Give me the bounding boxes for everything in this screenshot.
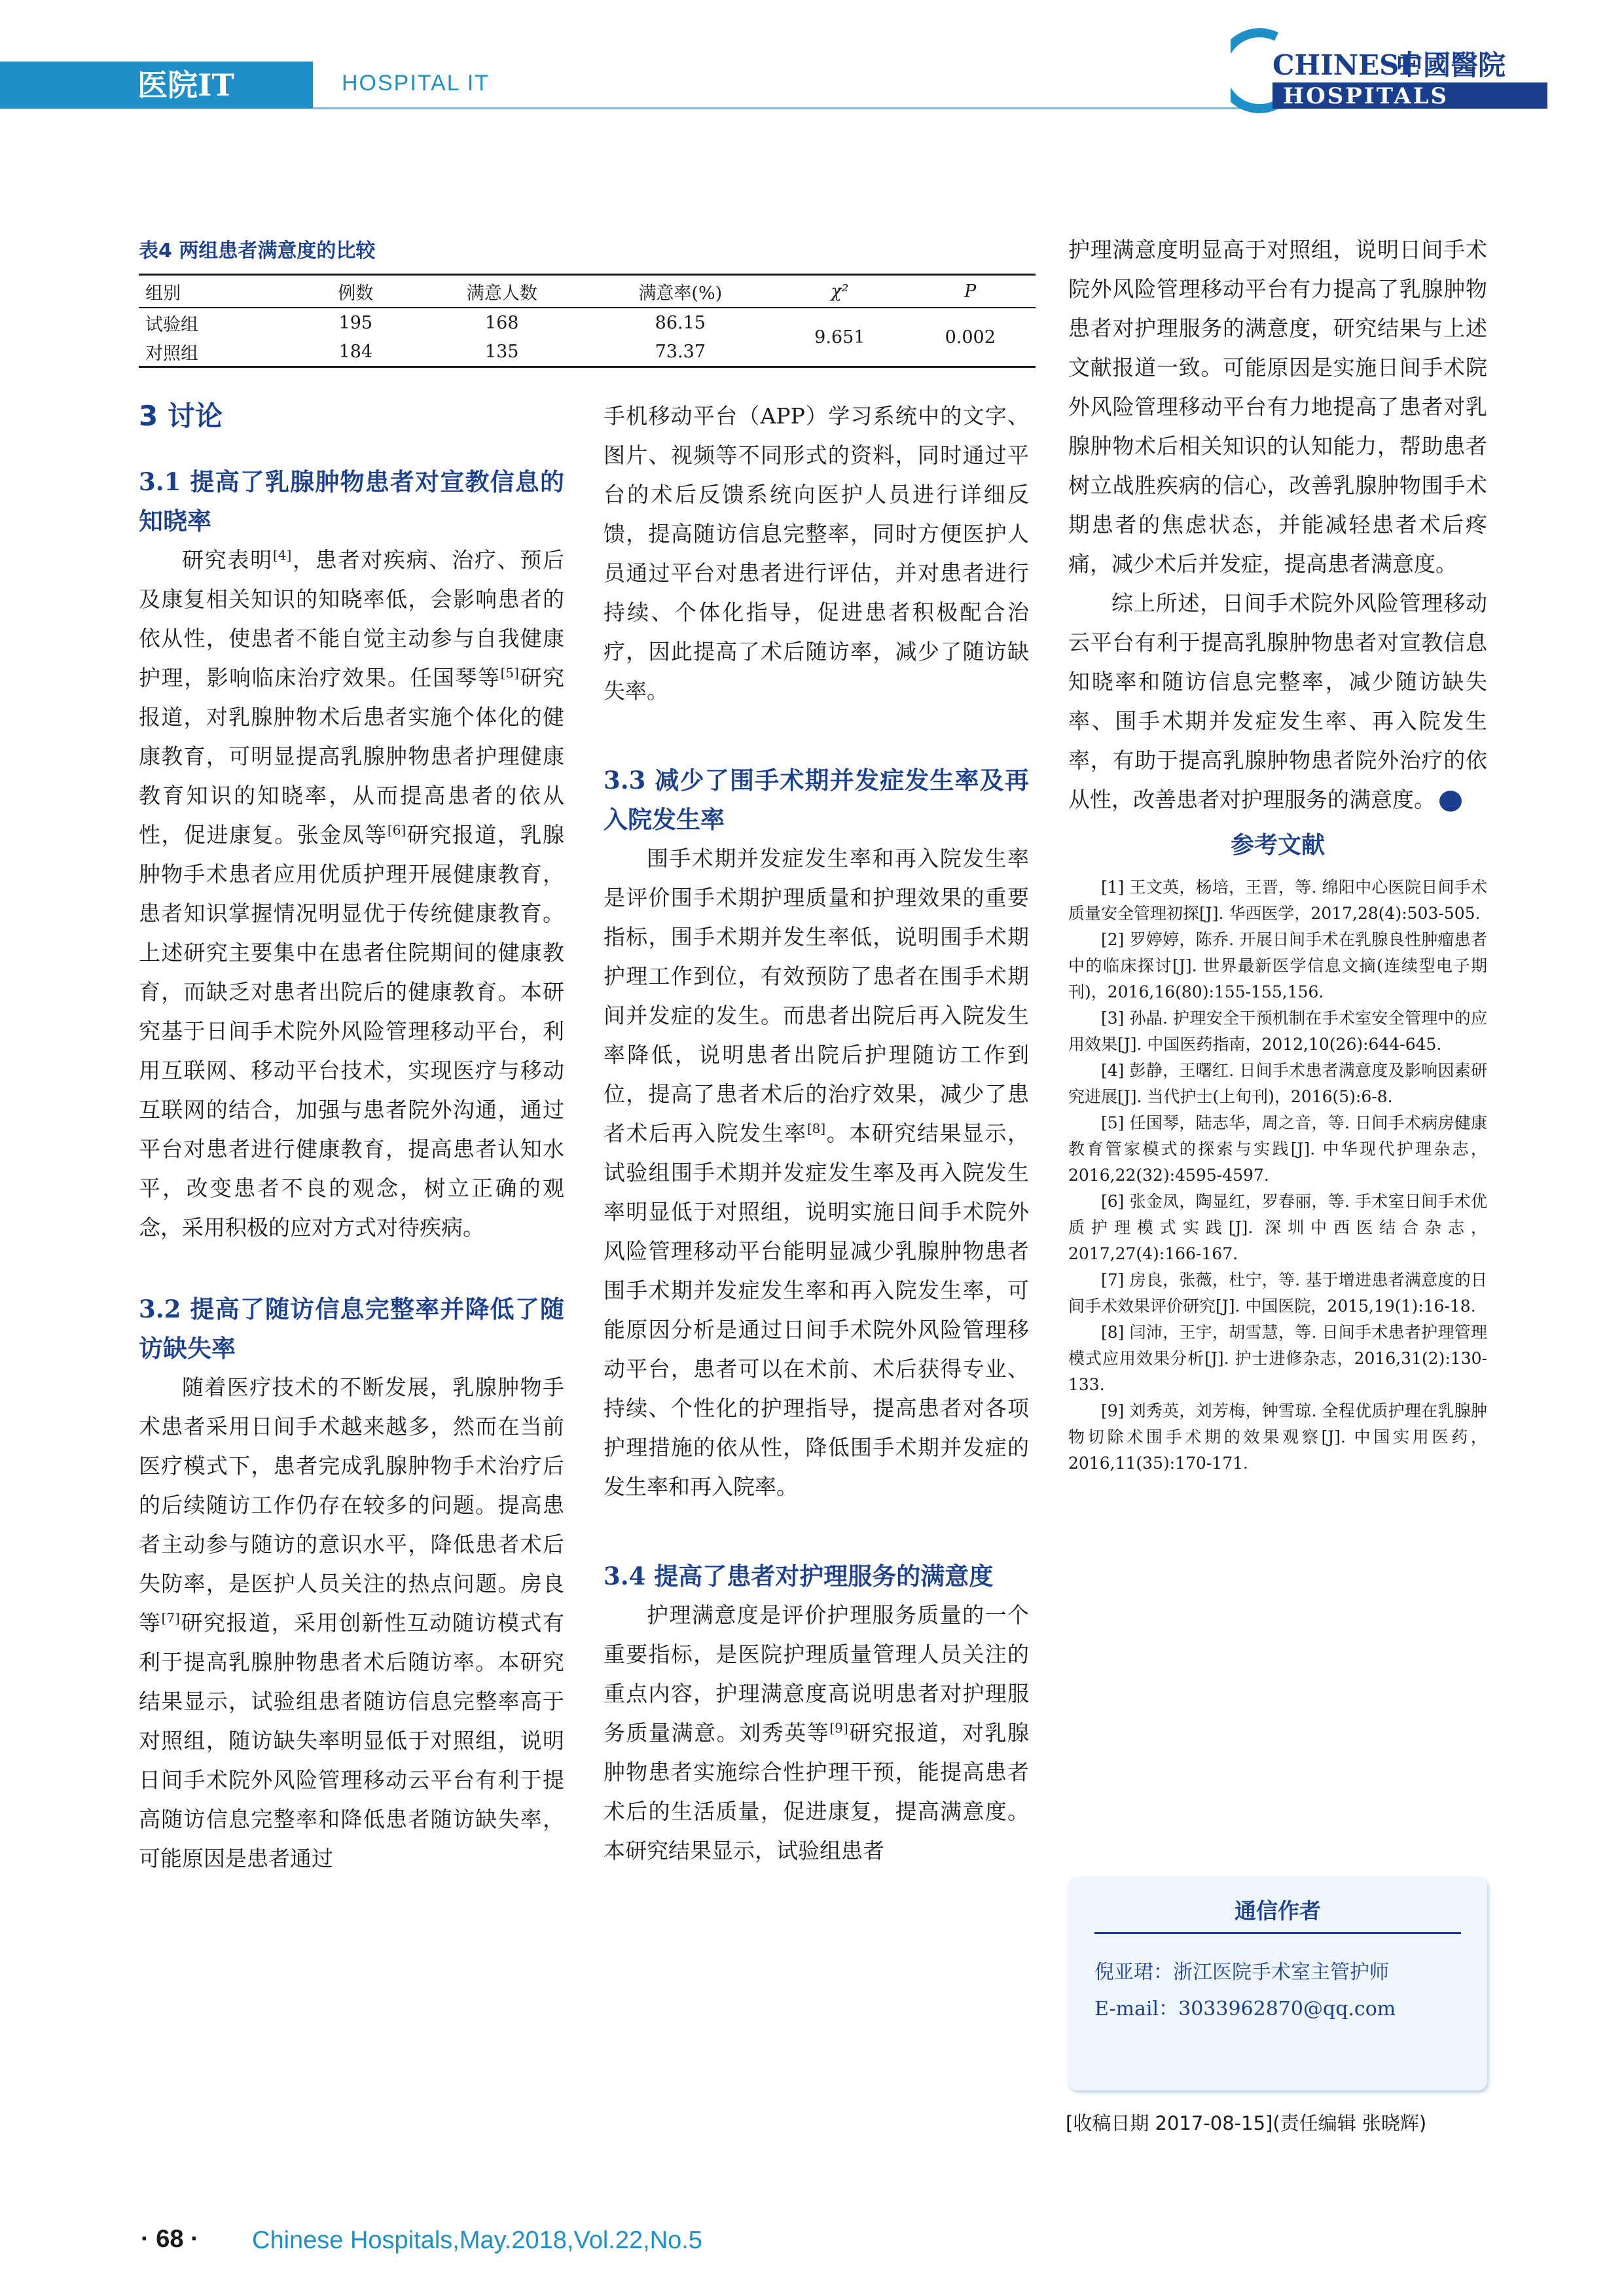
col-header: 满意人数: [418, 275, 586, 308]
received-date: [收稿日期 2017-08-15](责任编辑 张晓辉): [1066, 2112, 1427, 2134]
citation: [6]: [387, 822, 406, 838]
citation: [8]: [806, 1121, 826, 1136]
logo-en-bottom: HOSPITALS: [1283, 83, 1449, 109]
page-number: · 68 ·: [141, 2225, 199, 2253]
logo-c-arc: [1231, 33, 1276, 109]
subsection-heading-3-2: 3.2 提高了随访信息完整率并降低了随访缺失率: [139, 1295, 564, 1363]
table-header-row: [139, 275, 1036, 308]
cell-group: 对照组: [139, 337, 294, 367]
citation: [5]: [500, 665, 519, 681]
section-subtitle: HOSPITAL IT: [342, 71, 490, 96]
paragraph: [139, 541, 564, 1247]
citation: [4]: [272, 547, 292, 563]
corresponding-author-box: [1068, 1877, 1487, 2090]
text-run: 研究报道，乳腺肿物手术患者应用优质护理开展健康教育，患者知识掌握情况明显优于传统健康教育。上述研究主要集中在患者住院期间的健康教育，而缺乏对患者出院后的健康教育。本研究基于日间手术院外风险管理移动平台，利用互联网、移动平台技术，实现医疗与移动互联网的结合，加强与患者院外沟通，通过平台对患者进行健康教育，提高患者认知水平，改变患者不良的观念，树立正确的观念，采用积极的应对方式对待疾病。: [139, 822, 565, 1240]
column-2: [604, 397, 1029, 1871]
cell-satisfied: 168: [484, 312, 519, 333]
reference-item: [6] 张金凤，陶显红，罗春丽，等. 手术室日间手术优质护理模式实践[J]. 深圳中西医结合杂志，2017,27(4):166-167.: [1068, 1192, 1487, 1263]
paragraph-continued: 护理满意度明显高于对照组，说明日间手术院外风险管理移动平台有力提高了乳腺肿物患者对护理服务的满意度，研究结果与上述文献报道一致。可能原因是实施日间手术院外风险管理移动平台有力地提高了患者对乳腺肿物术后相关知识的认知能力，帮助患者树立战胜疾病的信心，改善乳腺肿物围手术期患者的焦虑状态，并能减轻患者术后疼痛，减少术后并发症，提高患者满意度。: [1068, 237, 1487, 577]
subsection-heading-3-3: 3.3 减少了围手术期并发症发生率及再入院发生率: [604, 766, 1029, 834]
col-header: 组别: [139, 275, 294, 308]
col-header: 满意率(%): [586, 275, 775, 308]
paragraph: [604, 839, 1029, 1507]
logo-cn: 中國醫院: [1396, 49, 1506, 81]
reference-item: [5] 任国琴，陆志华，周之音，等. 日间手术病房健康教育管家模式的探索与实践[J]. 中华现代护理杂志，2016,22(32):4595-4597.: [1068, 1113, 1487, 1185]
journal-logo: [1231, 24, 1558, 115]
col-header: P: [905, 275, 1036, 308]
references-heading: 参考文献: [1230, 832, 1325, 859]
text-run: 随着医疗技术的不断发展，乳腺肿物手术患者采用日间手术越来越多，然而在当前医疗模式下，患者完成乳腺肿物手术治疗后的后续随访工作仍存在较多的问题。提高患者主动参与随访的意识水平，降低患者术后失防率，是医护人员关注的热点问题。房良等: [139, 1374, 564, 1636]
corresponding-author-heading: 通信作者: [1235, 1898, 1321, 1924]
cell-rate: 86.15: [655, 312, 706, 333]
reference-item: [9] 刘秀英，刘芳梅，钟雪琼. 全程优质护理在乳腺肿物切除术围手术期的效果观察[J]. 中国实用医药，2016,11(35):170-171.: [1068, 1401, 1487, 1473]
citation: [9]: [829, 1720, 848, 1736]
col-header: χ²: [774, 275, 905, 308]
column-1: [139, 397, 564, 1878]
reference-item: [3] 孙晶. 护理安全干预机制在手术室安全管理中的应用效果[J]. 中国医药指南，2012,10(26):644-645.: [1068, 1009, 1487, 1054]
cell-rate: 73.37: [586, 337, 775, 367]
text-run: 围手术期并发症发生率和再入院发生率是评价围手术期护理质量和护理效果的重要指标，围手术期并发生率低，说明围手术期护理工作到位，有效预防了患者在围手术期间并发症的发生。而患者出院后再入院发生率降低，说明患者出院后护理随访工作到位，提高了患者术后的治疗效果，减少了患者术后再入院发生率: [604, 846, 1029, 1146]
divider: [1094, 1932, 1461, 1934]
journal-citation: Chinese Hospitals,May.2018,Vol.22,No.5: [252, 2227, 702, 2254]
section-title: 医院IT: [137, 67, 234, 103]
discussion-heading: 3 讨论: [139, 400, 223, 432]
conclusion-paragraph: [1068, 584, 1487, 819]
text-run: 。本研究结果显示，试验组围手术期并发症发生率及再入院发生率明显低于对照组，说明实施日间手术院外风险管理移动平台能明显减少乳腺肿物患者围手术期并发症发生率和再入院发生率，可能原因分析是通过日间手术院外风险管理移动平台，患者可以在术前、术后获得专业、持续、个性化的护理指导，提高患者对各项护理措施的依从性，降低围手术期并发症的发生率和再入院率。: [604, 1121, 1030, 1499]
col-header: 例数: [294, 275, 418, 308]
cell-chi2: 9.651: [774, 308, 905, 367]
paragraph: [139, 1368, 564, 1878]
end-mark-icon: [1439, 791, 1462, 812]
reference-item: [8] 闫沛，王宇，胡雪慧，等. 日间手术患者护理管理模式应用效果分析[J]. 护士进修杂志，2016,31(2):130-133.: [1068, 1323, 1487, 1394]
reference-item: [4] 彭静，王曙红. 日间手术患者满意度及影响因素研究进展[J]. 当代护士(上旬刊)，2016(5):6-8.: [1068, 1061, 1487, 1106]
text-run: 综上所述，日间手术院外风险管理移动云平台有利于提高乳腺肿物患者对宣教信息知晓率和随访信息完整率，减少随访缺失率、围手术期并发症发生率、再入院发生率，有助于提高乳腺肿物患者院外治疗的依从性，改善患者对护理服务的满意度。: [1068, 590, 1487, 812]
paragraph: [604, 1596, 1029, 1871]
author-email: E-mail：3033962870@qq.com: [1094, 1998, 1396, 2020]
text-run: 研究表明: [182, 547, 273, 573]
text-run: 研究报道，采用创新性互动随访模式有利于提高乳腺肿物患者术后随访率。本研究结果显示，试验组患者随访信息完整率高于对照组，随访缺失率明显低于对照组，说明日间手术院外风险管理移动云平台有利于提高随访信息完整率和降低患者随访缺失率，可能原因是患者通过: [139, 1610, 565, 1871]
reference-item: [7] 房良，张薇，杜宁，等. 基于增进患者满意度的日间手术效果评价研究[J]. 中国医院，2015,19(1):16-18.: [1068, 1270, 1487, 1316]
text-run: 研究报道，对乳腺肿物患者实施综合性护理干预，能提高患者术后的生活质量，促进康复，提高满意度。本研究结果显示，试验组患者: [604, 1720, 1030, 1863]
paragraph-continued: 手机移动平台（APP）学习系统中的文字、图片、视频等不同形式的资料，同时通过平台的术后反馈系统向医护人员进行详细反馈，提高随访信息完整率，同时方便医护人员通过平台对患者进行评估，并对患者进行持续、个体化指导，促进患者积极配合治疗，因此提高了术后随访率，减少了随访缺失率。: [604, 403, 1029, 704]
cell-n: 184: [294, 337, 418, 367]
citation: [7]: [161, 1610, 180, 1626]
header-rule: [313, 107, 1283, 109]
cell-n: 195: [338, 312, 373, 333]
cell-satisfied: 135: [418, 337, 586, 367]
reference-item: [2] 罗婷婷，陈乔. 开展日间手术在乳腺良性肿瘤患者中的临床探讨[J]. 世界最新医学信息文摘(连续型电子期刊)，2016,16(80):155-155,156.: [1068, 930, 1487, 1001]
subsection-heading-3-4: 3.4 提高了患者对护理服务的满意度: [604, 1562, 994, 1590]
text-run: ，患者对疾病、治疗、预后及康复相关知识的知晓率低，会影响患者的依从性，使患者不能自觉主动参与自我健康护理，影响临床治疗效果。任国琴等: [139, 547, 565, 691]
column-3: [1068, 230, 1487, 1477]
reference-item: [1] 王文英，杨培，王晋，等. 绵阳中心医院日间手术质量安全管理初探[J]. 华西医学，2017,28(4):503-505.: [1068, 878, 1487, 923]
subsection-heading-3-1: 3.1 提高了乳腺肿物患者对宣教信息的知晓率: [139, 467, 564, 535]
cell-group: 试验组: [145, 314, 198, 335]
logo-en-top: CHINESE: [1272, 49, 1420, 81]
cell-p: 0.002: [905, 308, 1036, 367]
satisfaction-table: [139, 274, 1036, 368]
table-row: [139, 308, 1036, 337]
author-name: 倪亚珺：浙江医院手术室主管护师: [1094, 1961, 1389, 1984]
text-run: 护理满意度是评价护理服务质量的一个重要指标，是医院护理质量管理人员关注的重点内容，护理满意度高说明患者对护理服务质量满意。刘秀英等: [604, 1602, 1029, 1746]
table-caption: 表4 两组患者满意度的比较: [139, 240, 376, 262]
text-run: 研究报道，对乳腺肿物术后患者实施个体化的健康教育，可明显提高乳腺肿物患者护理健康教育知识的知晓率，从而提高患者的依从性，促进康复。张金凤等: [139, 665, 565, 848]
